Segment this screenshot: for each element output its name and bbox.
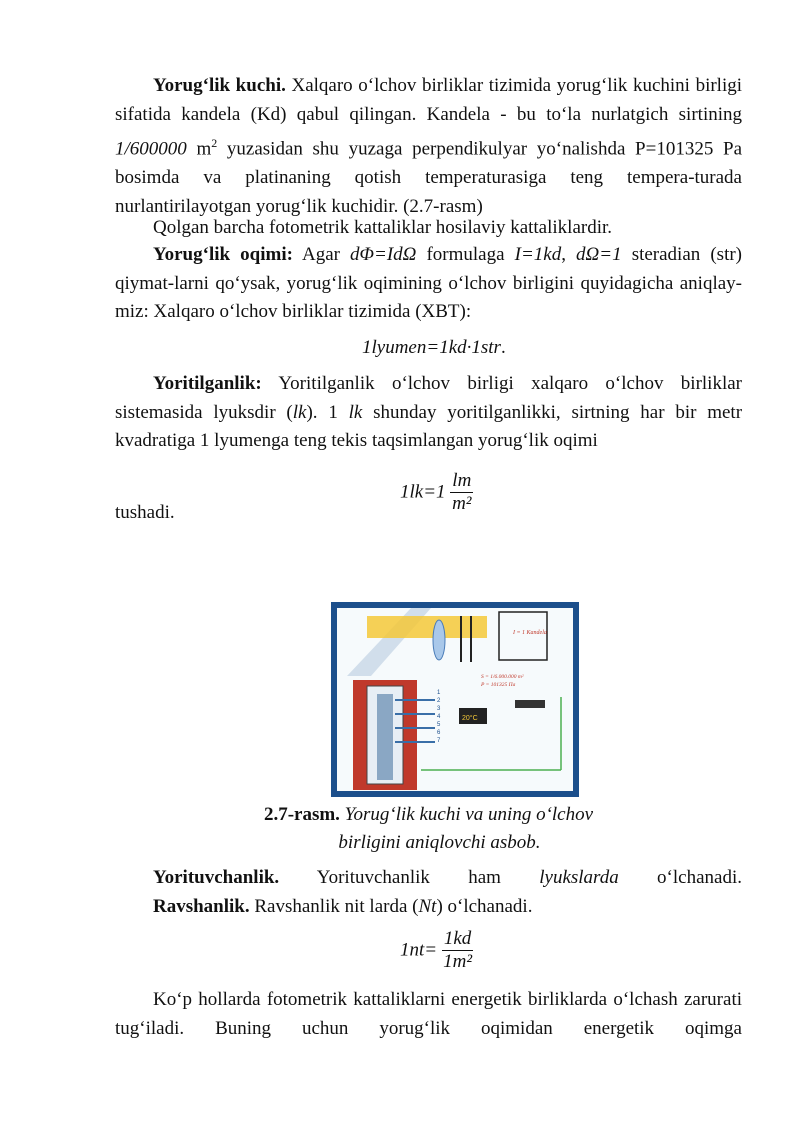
meter-reading: 20°C — [462, 715, 478, 722]
platinum-tube — [377, 694, 393, 780]
math-fraction-area: 1/600000 — [115, 138, 187, 160]
equation-lux: 1lk=1 $\frac{lm}{\text{m²}}$ — [400, 470, 472, 514]
paragraph-brightness: Ravshanlik. Ravshanlik nit larda (Nt) o‘lchanadi. — [153, 896, 533, 917]
figure-luminous-intensity-apparatus — [331, 602, 579, 797]
label-area: S = 1/6.000.000 m² — [481, 674, 524, 680]
term-luminous-flux: Yorug‘lik oqimi: — [153, 244, 293, 265]
math-nt: Nt — [418, 896, 437, 917]
paragraph-energetic-units: Ko‘p hollarda fotometrik kattaliklarni energetik birliklarda o‘lchash zarurati tug‘iladi. Buning uchun yorug‘lik oqimidan energetik oqimga — [115, 989, 742, 1039]
paragraph-luminous-flux: Yorug‘lik oqimi: Agar dΦ=IdΩ formulaga I=1kd, dΩ=1 steradian (str) qiymat-larni qo‘ysak, yorug‘lik oqimining o‘lchov birligini quyidagicha aniqlay-miz: Xalqaro o‘lchov birliklar tizimida (XBT): — [115, 244, 742, 323]
formula-domega: dΩ=1 — [576, 244, 622, 265]
scale-label: 7 — [437, 738, 441, 744]
figure-caption-line2: birligini aniqlovchi asbob. — [338, 832, 541, 853]
math-lk: lk — [292, 401, 307, 423]
paragraph-luminous-intensity: Yorug‘lik kuchi. Xalqaro o‘lchov birliklar tizimida yorug‘lik kuchini birligi sifatida kandela (Kd) qabul qilingan. Kandela - bu to‘la nurlatgich sirtining 1/600000 $m^2$ yuzasidan shu yuzaga perpendikulyar yo‘nalishda P=101325 Pa bosimda va platinaning qotish temperaturasiga teng tempera-turada nurlantirilayotgan yorug‘lik kuchidir. (2.7-rasm) — [115, 75, 743, 217]
label-pressure: P = 101325 Па — [481, 682, 516, 688]
light-beam — [367, 616, 487, 638]
formula-i-kd: I=1kd — [514, 244, 562, 265]
paragraph-derived-quantities: Qolgan barcha fotometrik kattaliklar hosilaviy kattaliklardir. — [153, 217, 613, 238]
paragraph-tushadi: tushadi. — [115, 502, 175, 523]
lens-icon — [433, 620, 445, 660]
fraction-kd-m2: $\frac{1kd}{\text{1m²}}$ — [443, 928, 473, 972]
math-lk-2: lk — [348, 401, 363, 423]
scale-label: 4 — [437, 714, 441, 720]
term-brightness: Ravshanlik. — [153, 896, 250, 917]
scale-label: 5 — [437, 722, 441, 728]
fraction-lm-m2: $\frac{lm}{\text{m²}}$ — [452, 470, 472, 514]
battery-icon — [515, 700, 545, 708]
term-illuminance: Yoritilganlik: — [153, 373, 262, 394]
equation-lumen: 1lyumen=1kd·1str. — [362, 337, 506, 358]
paragraph-luminance: Yorituvchanlik. Yorituvchanlik ham lyukslarda o‘lchanadi. — [153, 867, 742, 888]
scale-label: 2 — [437, 698, 441, 704]
scale-label: 6 — [437, 730, 441, 736]
figure-caption: 2.7-rasm. Yorug‘lik kuchi va uning o‘lchov — [263, 804, 594, 825]
label-candela: I = 1 Kandela — [513, 630, 547, 636]
paragraph-illuminance: Yoritilganlik: Yoritilganlik o‘lchov birligi xalqaro o‘lchov birliklar sistemasida lyuksdir (lk). 1 lk shunday yoritilganlikki, sirtning har bir metr kvadratiga 1 lyumenga teng tekis taqsimlangan yorug‘lik oqimi — [115, 373, 743, 452]
scale-label: 3 — [437, 706, 441, 712]
term-luminous-intensity: Yorug‘lik kuchi. — [153, 75, 286, 96]
equation-nit: 1nt= $\frac{1kd}{\text{1m²}}$ — [400, 928, 473, 972]
scale-label: 1 — [437, 690, 441, 696]
term-luminance: Yorituvchanlik. — [153, 867, 280, 888]
formula-dphi: dΦ=IdΩ — [350, 244, 417, 265]
